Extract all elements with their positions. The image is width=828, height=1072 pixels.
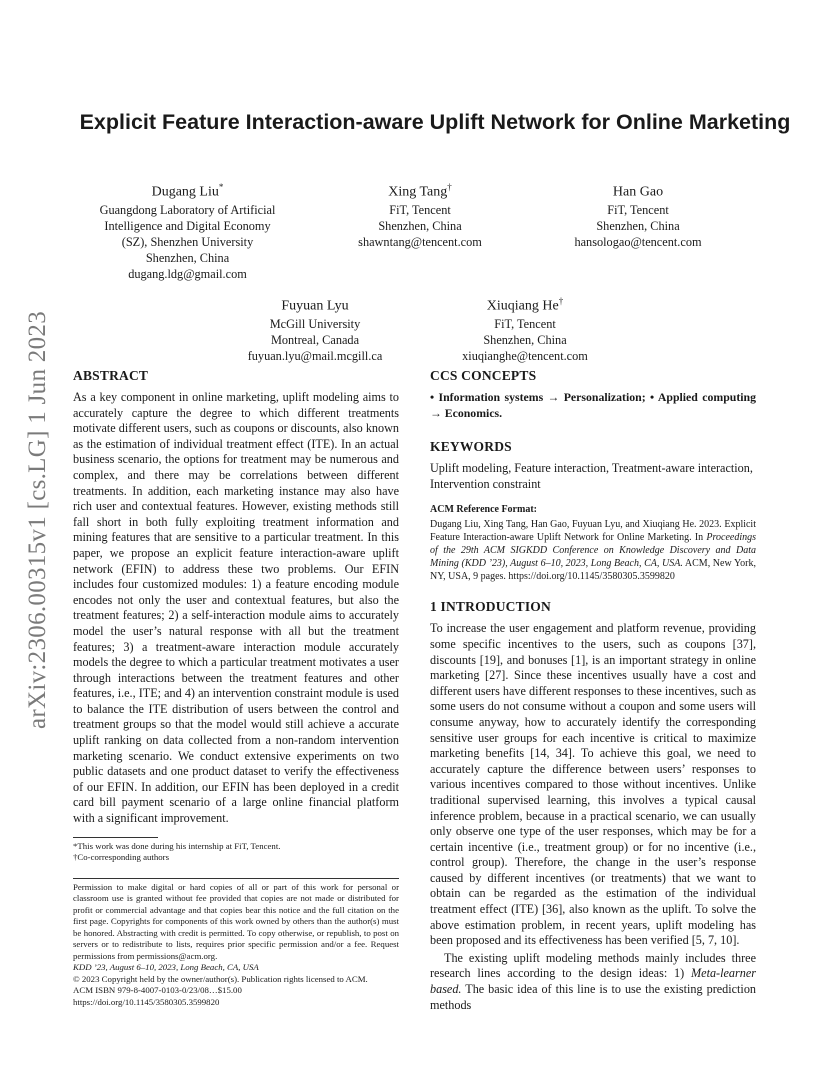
author-block: [538, 178, 738, 250]
permission-block: [73, 882, 399, 1009]
author-email: fuyuan.lyu@mail.mcgill.ca: [247, 349, 383, 364]
right-column: [430, 368, 756, 1013]
author-affiliation: Shenzhen, China: [378, 218, 462, 233]
author-affiliation: Montreal, Canada: [270, 332, 360, 347]
author-block: [215, 292, 415, 364]
isbn-line: ACM ISBN 979-8-4007-0103-0/23/08…$15.00: [73, 985, 242, 996]
keywords-text: Uplift modeling, Feature interaction, Treatment-aware interaction, Intervention constraint: [430, 461, 753, 491]
left-column: [73, 368, 399, 1008]
arxiv-stamp-text: arXiv:2306.00315v1 [cs.LG] 1 Jun 2023: [24, 311, 51, 729]
author-name: Han Gao: [612, 184, 664, 200]
introduction-heading: 1 INTRODUCTION: [430, 599, 551, 615]
intro-paragraph: The existing uplift modeling methods mainly includes three research lines according to the design ideas: 1) Meta-learner based. The basic idea of this line is to use the existing prediction methods: [430, 950, 757, 1012]
permission-rule: [73, 878, 399, 879]
paper-title: Explicit Feature Interaction-aware Uplift Network for Online Marketing: [79, 110, 791, 134]
footnote-rule: [73, 837, 158, 838]
author-affiliation: Shenzhen, China: [483, 332, 567, 347]
permission-text: Permission to make digital or hard copies of all or part of this work for personal or classroom use is granted without fee provided that copies are not made or distributed for profit or commercial advantage and that copies bear this notice and the full citation on the first page. Copyrights for components of this work owned by others than the author(s) must be honored. Abstracting with credit is permitted. To copy otherwise, or republish, to post on servers or to redistribute to lists, requires prior specific permission and/or a fee. Request permissions from permissions@acm.org.: [73, 881, 399, 961]
intro-paragraph: To increase the user engagement and platform revenue, providing some specific incentives to the users, such as coupons [37], discounts [19], and bonuses [1], is an important strategy in online marketing [27]. Since these incentives usually have a cost and different users have different responses to these incentives, such as some users do not consume without a coupon and some users will consume anyway, how to accurately identify the corresponding sensitive user groups for each incentive is critical to maximize marketing benefits [14, 34]. To achieve this goal, we need to accurately capture the difference between users’ responses to various incentives compared to those without incentives. Unlike traditional supervised learning, this involves a typical causal inference problem, because in a practical scenario, we can usually only observe one type of the user responses, which may be for a certain incentive (i.e., treatment group) or for no incentive (i.e., control group). Therefore, the change in the user’s response caused by different incentives (or treatments) that we want to obtain can be regarded as the estimation of the individual treatment effect (ITE) [36], also known as the uplift. To solve the above estimation problem, in recent years, uplift modeling has been proposed and its effectiveness has been verified [5, 7, 10].: [430, 621, 756, 948]
author-affiliation: (SZ), Shenzhen University: [121, 235, 254, 250]
author-affiliation: Shenzhen, China: [596, 218, 680, 233]
author-email: shawntang@tencent.com: [358, 235, 482, 250]
author-affiliation: FiT, Tencent: [494, 316, 556, 331]
author-name: Xing Tang†: [388, 182, 452, 200]
ccs-heading: CCS CONCEPTS: [430, 368, 537, 383]
author-block: [425, 292, 625, 364]
arxiv-stamp: [18, 290, 58, 750]
author-affiliation: Intelligence and Digital Economy: [104, 218, 271, 233]
author-name: Dugang Liu*: [151, 182, 224, 200]
abstract-text: As a key component in online marketing, uplift modeling aims to accurately capture the degree to which different treatments motivate different users, such as coupons or discounts, also known as the estimation of individual treatment effect (ITE). In an actual business scenario, the options for treatment may be numerous and complex, and there may be correlations between different treatments. In addition, each marketing instance may also have rich user and contextual features. However, existing methods still fall short in both fully exploiting treatment information and mining features that are sensitive to a particular treatment. In this paper, we propose an explicit feature interaction-aware uplift network (EFIN) to address these two problems. Our EFIN includes four customized modules: 1) a feature encoding module encodes not only the user and contextual features, but also the treatment features; 2) a self-interaction module aims to accurately model the user’s natural response with all but the treatment features; 3) a treatment-aware interaction module accurately models the degree to which a particular treatment motivates a user through interactions between the treatment features and other features, i.e., ITE; and 4) an intervention constraint module is used to balance the ITE distribution of users between the control and treatment groups so that the model would still achieve a accurate uplift ranking on data collected from a non-random intervention marketing scenario. We conduct extensive experiments on two public datasets and one product dataset to verify the effectiveness of our EFIN. In addition, our EFIN has been deployed in a credit card bill payment scenario of a large online financial platform with a significant improvement.: [73, 390, 399, 826]
acm-ref-text: Dugang Liu, Xing Tang, Han Gao, Fuyuan Lyu, and Xiuqiang He. 2023. Explicit Feature Interaction-aware Uplift Network for Online Marketing. In Proceedings of the 29th ACM SIGKDD Conference on Knowledge Discovery and Data Mining (KDD ’23), August 6–10, 2023, Long Beach, CA, USA. ACM, New York, NY, USA, 9 pages. https://doi.org/10.1145/3580305.3599820: [430, 519, 757, 583]
author-email: xiuqianghe@tencent.com: [462, 349, 588, 364]
author-affiliation: Shenzhen, China: [145, 251, 230, 266]
footnote: †Co-corresponding authors: [73, 852, 170, 863]
author-email: hansologao@tencent.com: [574, 235, 702, 250]
author-affiliation: McGill University: [269, 316, 361, 331]
copyright-line: © 2023 Copyright held by the owner/author(s). Publication rights licensed to ACM.: [73, 973, 368, 984]
footnotes: [73, 841, 399, 864]
ccs-text: • Information systems → Personalization; • Applied computing → Economics.: [430, 390, 756, 420]
keywords-heading: KEYWORDS: [430, 439, 512, 455]
doi-link[interactable]: https://doi.org/10.1145/3580305.3599820: [73, 996, 220, 1007]
abstract-heading: ABSTRACT: [73, 368, 149, 383]
author-name: Xiuqiang He†: [486, 296, 564, 314]
author-affiliation: Guangdong Laboratory of Artificial: [99, 202, 276, 217]
author-block: [320, 178, 520, 250]
author-affiliation: FiT, Tencent: [607, 202, 669, 217]
author-affiliation: FiT, Tencent: [389, 202, 451, 217]
conference-venue: KDD ’23, August 6–10, 2023, Long Beach, CA, USA: [73, 962, 259, 973]
footnote: *This work was done during his internship at FiT, Tencent.: [73, 840, 281, 851]
acm-ref-heading: ACM Reference Format:: [430, 504, 537, 516]
author-email: dugang.ldg@gmail.com: [128, 267, 247, 282]
author-name: Fuyuan Lyu: [281, 298, 349, 314]
author-block: [80, 178, 295, 283]
